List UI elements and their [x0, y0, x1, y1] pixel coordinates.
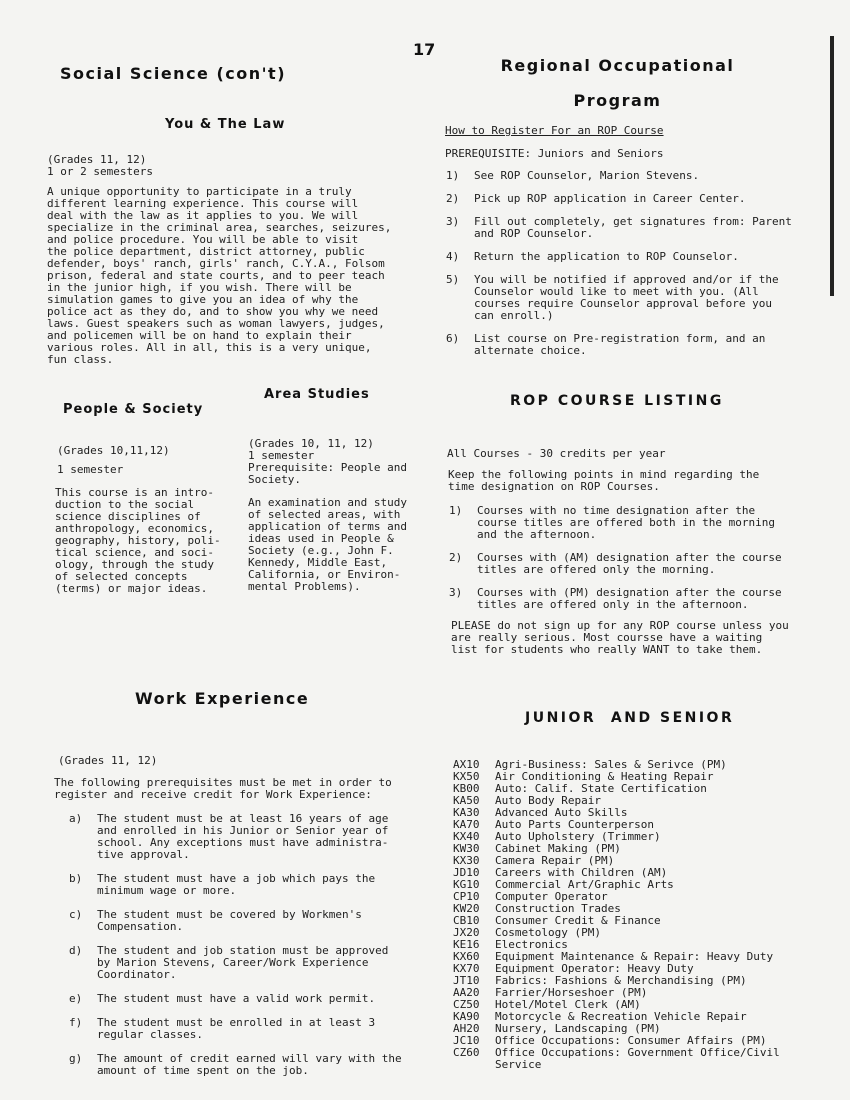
work-experience-list — [55, 813, 435, 1089]
course-row: KX60 Equipment Maintenance & Repair: Heavy Duty — [453, 950, 774, 963]
waiting-list-note: PLEASE do not sign up for any ROP course unless you are really serious. Most coursse have a waiting list for students who really WANT to take them. — [451, 619, 789, 656]
course-row: AX10 Agri-Business: Sales & Serivce (PM) — [453, 758, 727, 771]
register-step: 5) You will be notified if approved and/or if the Counselor would like to meet with you. (All courses require Counselor approval before you can enroll.) — [446, 273, 779, 322]
rop-course-listing-title: ROP COURSE LISTING — [510, 393, 724, 409]
work-experience-item: e) The student must have a valid work permit. — [69, 992, 376, 1005]
course-row: JX20 Cosmetology (PM) — [453, 926, 601, 939]
course-row: CB10 Consumer Credit & Finance — [453, 914, 661, 927]
course-row: KW20 Construction Trades — [453, 902, 621, 915]
course-row: KA50 Auto Body Repair — [453, 794, 601, 807]
time-designation-points — [449, 505, 819, 622]
course-row: KA70 Auto Parts Counterperson — [453, 818, 654, 831]
register-step: 4) Return the application to ROP Counselor. — [446, 250, 739, 263]
credits-note: All Courses - 30 credits per year — [447, 447, 666, 460]
course-row: KG10 Commercial Art/Graphic Arts — [453, 878, 674, 891]
work-experience-item: a) The student must be at least 16 years of age and enrolled in his Junior or Senior year of school. Any exceptions must have administra- tive approval. — [69, 812, 389, 861]
course-row: KX70 Equipment Operator: Heavy Duty — [453, 962, 694, 975]
people-society-body: This course is an intro- duction to the social science disciplines of anthropology, economics, geography, history, poli- tical science, and soci- ology, through the study of selected concepts (terms) or major ideas. — [55, 486, 221, 595]
rop-title-line1: Regional Occupational — [500, 56, 735, 75]
course-row: KW30 Cabinet Making (PM) — [453, 842, 621, 855]
course-row: JT10 Fabrics: Fashions & Merchandising (PM) — [453, 974, 747, 987]
course-row: KA90 Motorcycle & Recreation Vehicle Repair — [453, 1010, 747, 1023]
work-experience-item: g) The amount of credit earned will vary with the amount of time spent on the job. — [69, 1052, 402, 1077]
course-row: CZ50 Hotel/Motel Clerk (AM) — [453, 998, 641, 1011]
work-experience-item: b) The student must have a job which pays the minimum wage or more. — [69, 872, 376, 897]
course-list — [453, 759, 823, 1071]
you-and-law-title: You & The Law — [165, 117, 286, 132]
register-step: 3) Fill out completely, get signatures from: Parent and ROP Counselor. — [446, 215, 792, 240]
designation-point: 3) Courses with (PM) designation after the course titles are offered only in the afternoon. — [449, 586, 782, 611]
people-society-semester: 1 semester — [57, 463, 124, 476]
course-row: AH20 Nursery, Landscaping (PM) — [453, 1022, 661, 1035]
work-experience-item: f) The student must be enrolled in at least 3 regular classes. — [69, 1016, 376, 1041]
you-and-law-body: A unique opportunity to participate in a truly different learning experience. This course will deal with the law as it applies to you. We will specialize in the criminal area, searches, seizures, and police procedure. You will be able to visit the police department, district attorney, public defender, boys' ranch, girls' ranch, C.Y.A., Folsom prison, federal and state courts, and to peer teach in the junior high, if you wish. There will be simulation games to give you an idea of why the police act as they do, and to show you why we need laws. Guest speakers such as woman lawyers, judges, and policemen will be on hand to explain their various roles. All in all, this is a very unique, fun class. — [47, 185, 392, 366]
people-society-title: People & Society — [63, 402, 204, 417]
page-number: 17 — [413, 40, 436, 59]
area-studies-title: Area Studies — [264, 387, 370, 402]
course-row: KA30 Advanced Auto Skills — [453, 806, 628, 819]
course-row: KX50 Air Conditioning & Heating Repair — [453, 770, 714, 783]
course-row: KE16 Electronics — [453, 938, 568, 951]
prerequisite: PREREQUISITE: Juniors and Seniors — [445, 147, 664, 160]
course-row: JC10 Office Occupations: Consumer Affairs (PM) — [453, 1034, 767, 1047]
people-society-grades: (Grades 10,11,12) — [57, 444, 170, 457]
course-row: KB00 Auto: Calif. State Certification — [453, 782, 707, 795]
work-experience-item: c) The student must be covered by Workmen's Compensation. — [69, 908, 362, 933]
work-experience-intro: The following prerequisites must be met in order to register and receive credit for Work Experience: — [54, 776, 392, 801]
work-experience-item: d) The student and job station must be approved by Marion Stevens, Career/Work Experience Coordinator. — [69, 944, 389, 981]
section-title: Social Science (con't) — [60, 64, 287, 83]
register-step: 6) List course on Pre-registration form, and an alternate choice. — [446, 332, 766, 357]
how-to-register-heading: How to Register For an ROP Course — [445, 124, 664, 137]
course-row: CZ60 Office Occupations: Government Office/Civil — [453, 1046, 780, 1059]
junior-senior-title: JUNIOR AND SENIOR — [525, 710, 735, 726]
register-step: 1) See ROP Counselor, Marion Stevens. — [446, 169, 700, 182]
scan-edge-mark — [830, 36, 834, 296]
course-row: CP10 Computer Operator — [453, 890, 608, 903]
work-experience-title: Work Experience — [135, 689, 310, 708]
area-studies-body: An examination and study of selected areas, with application of terms and ideas used in People & Society (e.g., John F. Kennedy, Middle East, California, or Environ- mental Problems). — [248, 496, 407, 593]
designation-point: 1) Courses with no time designation after the course titles are offered both in the morning and the afternoon. — [449, 504, 776, 541]
course-row: AA20 Farrier/Horseshoer (PM) — [453, 986, 648, 999]
you-and-law-meta: (Grades 11, 12) 1 or 2 semesters — [47, 153, 153, 178]
course-row: KX30 Camera Repair (PM) — [453, 854, 615, 867]
area-studies-meta: (Grades 10, 11, 12) 1 semester Prerequisite: People and Society. — [248, 437, 407, 486]
work-experience-grades: (Grades 11, 12) — [58, 754, 158, 767]
course-row: KX40 Auto Upholstery (Trimmer) — [453, 830, 661, 843]
register-steps — [446, 170, 816, 368]
designation-point: 2) Courses with (AM) designation after the course titles are offered only the morning. — [449, 551, 782, 576]
rop-title-line2: Program — [573, 91, 662, 110]
time-designation-note: Keep the following points in mind regarding the time designation on ROP Courses. — [448, 468, 760, 493]
register-step: 2) Pick up ROP application in Career Center. — [446, 192, 746, 205]
course-row: Service — [495, 1058, 542, 1071]
course-row: JD10 Careers with Children (AM) — [453, 866, 668, 879]
